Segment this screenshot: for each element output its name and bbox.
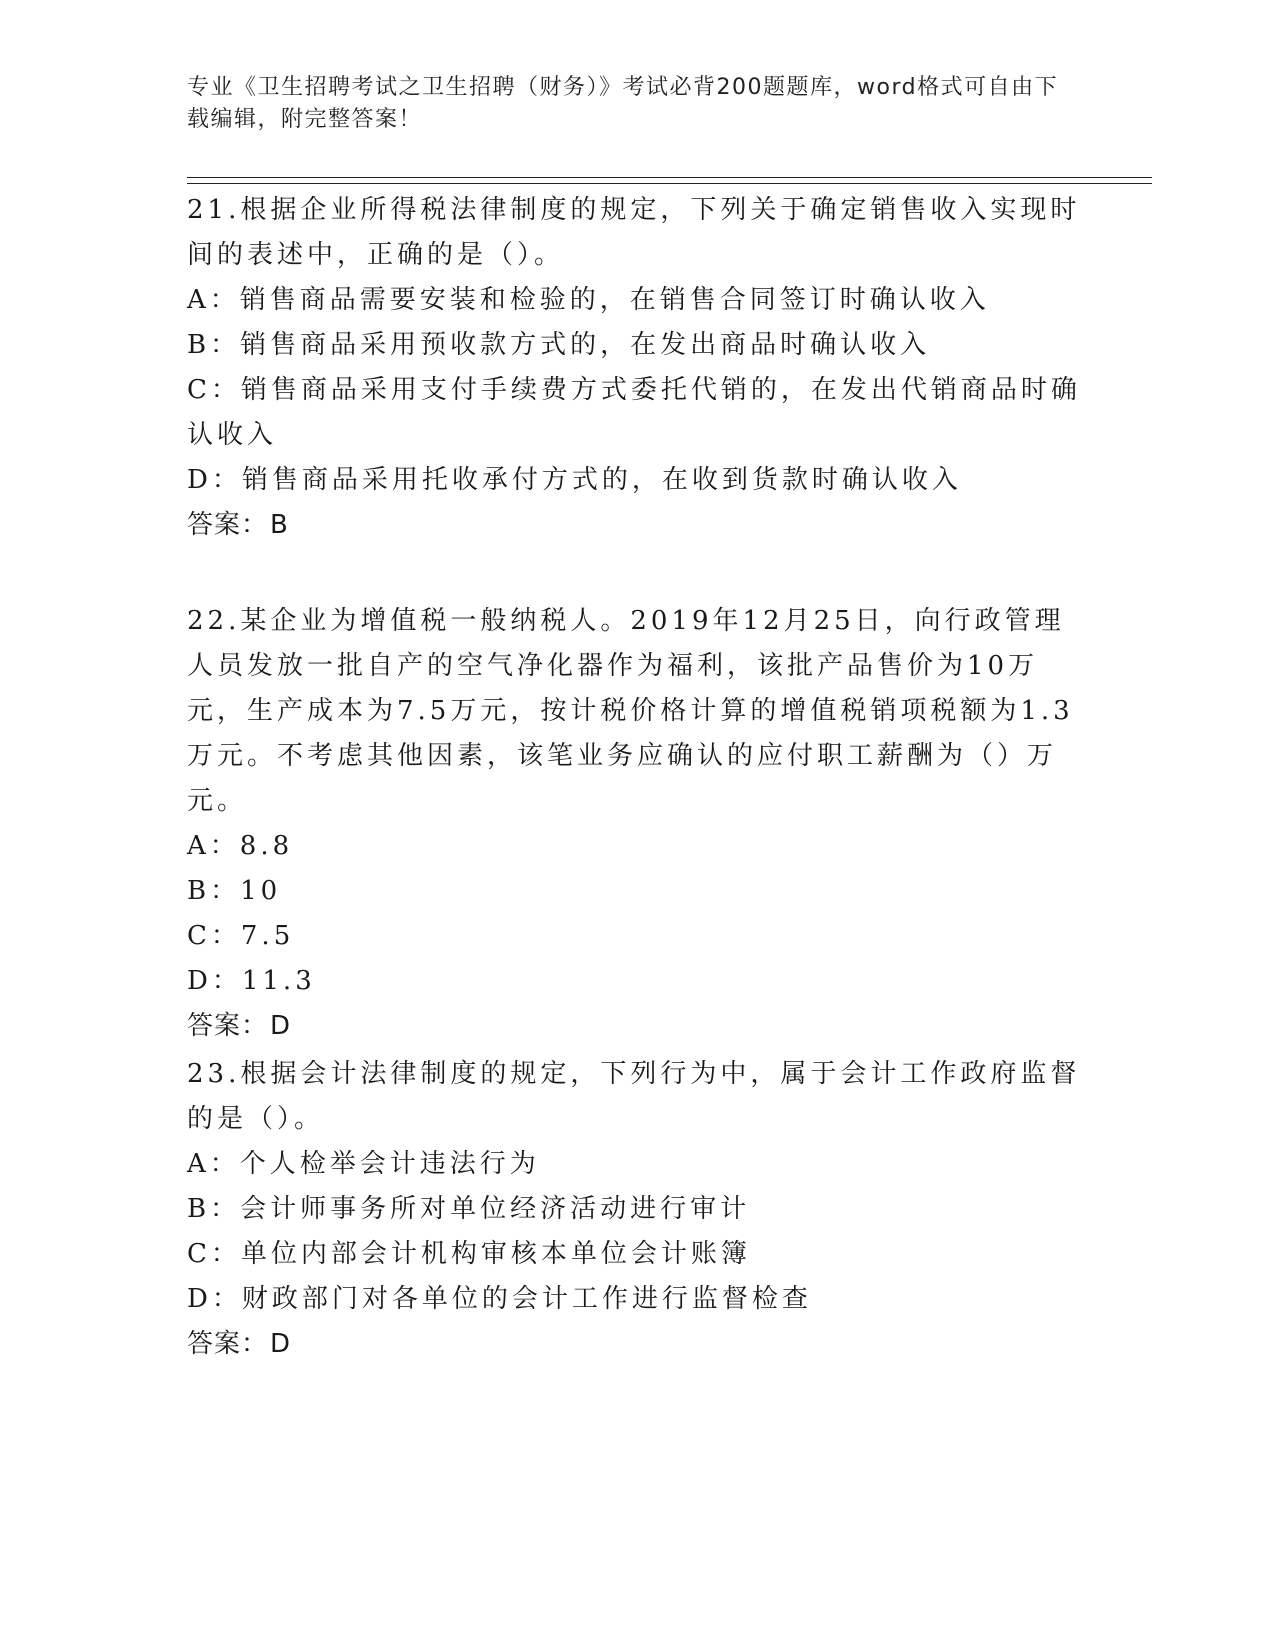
option-b: B：10	[187, 876, 282, 906]
answer-line	[187, 1004, 1087, 1049]
question-23	[187, 1052, 1087, 1367]
answer-line	[187, 1322, 1087, 1367]
header-divider-bottom	[187, 183, 1152, 184]
question-22	[187, 599, 1087, 1049]
option-d: D：销售商品采用托收承付方式的，在收到货款时确认收入	[187, 465, 962, 495]
header-divider-top	[187, 177, 1152, 178]
answer-line	[187, 503, 1087, 548]
option-a: A：销售商品需要安装和检验的，在销售合同签订时确认收入	[187, 285, 990, 315]
answer-label: 答案：	[187, 1329, 269, 1359]
answer-value: D	[270, 1011, 292, 1041]
answer-label: 答案：	[187, 1011, 269, 1041]
option-c: C：单位内部会计机构审核本单位会计账簿	[187, 1239, 751, 1269]
question-stem: 22.某企业为增值税一般纳税人。2019年12月25日，向行政管理人员发放一批自产的空气净化器作为福利，该批产品售价为10万元，生产成本为7.5万元，按计税价格计算的增值税销项税额为1.3万元。不考虑其他因素，该笔业务应确认的应付职工薪酬为（）万元。	[187, 606, 1074, 816]
option-c: C：7.5	[187, 921, 295, 951]
option-b: B：销售商品采用预收款方式的，在发出商品时确认收入	[187, 330, 931, 360]
question-21	[187, 188, 1087, 548]
answer-label: 答案：	[187, 510, 269, 540]
answer-value: B	[270, 510, 289, 540]
option-a: A：8.8	[187, 831, 294, 861]
document-header	[187, 72, 1067, 136]
option-c: C：销售商品采用支付手续费方式委托代销的，在发出代销商品时确认收入	[187, 375, 1081, 450]
header-text: 专业《卫生招聘考试之卫生招聘（财务）》考试必背200题题库，word格式可自由下载编辑，附完整答案！	[187, 75, 1059, 132]
option-d: D：财政部门对各单位的会计工作进行监督检查	[187, 1284, 812, 1314]
question-stem: 21.根据企业所得税法律制度的规定，下列关于确定销售收入实现时间的表述中，正确的是（）。	[187, 195, 1081, 270]
option-a: A：个人检举会计违法行为	[187, 1149, 540, 1179]
question-stem: 23.根据会计法律制度的规定，下列行为中，属于会计工作政府监督的是（）。	[187, 1059, 1081, 1134]
option-b: B：会计师事务所对单位经济活动进行审计	[187, 1194, 751, 1224]
answer-value: D	[270, 1329, 292, 1359]
option-d: D：11.3	[187, 966, 316, 996]
